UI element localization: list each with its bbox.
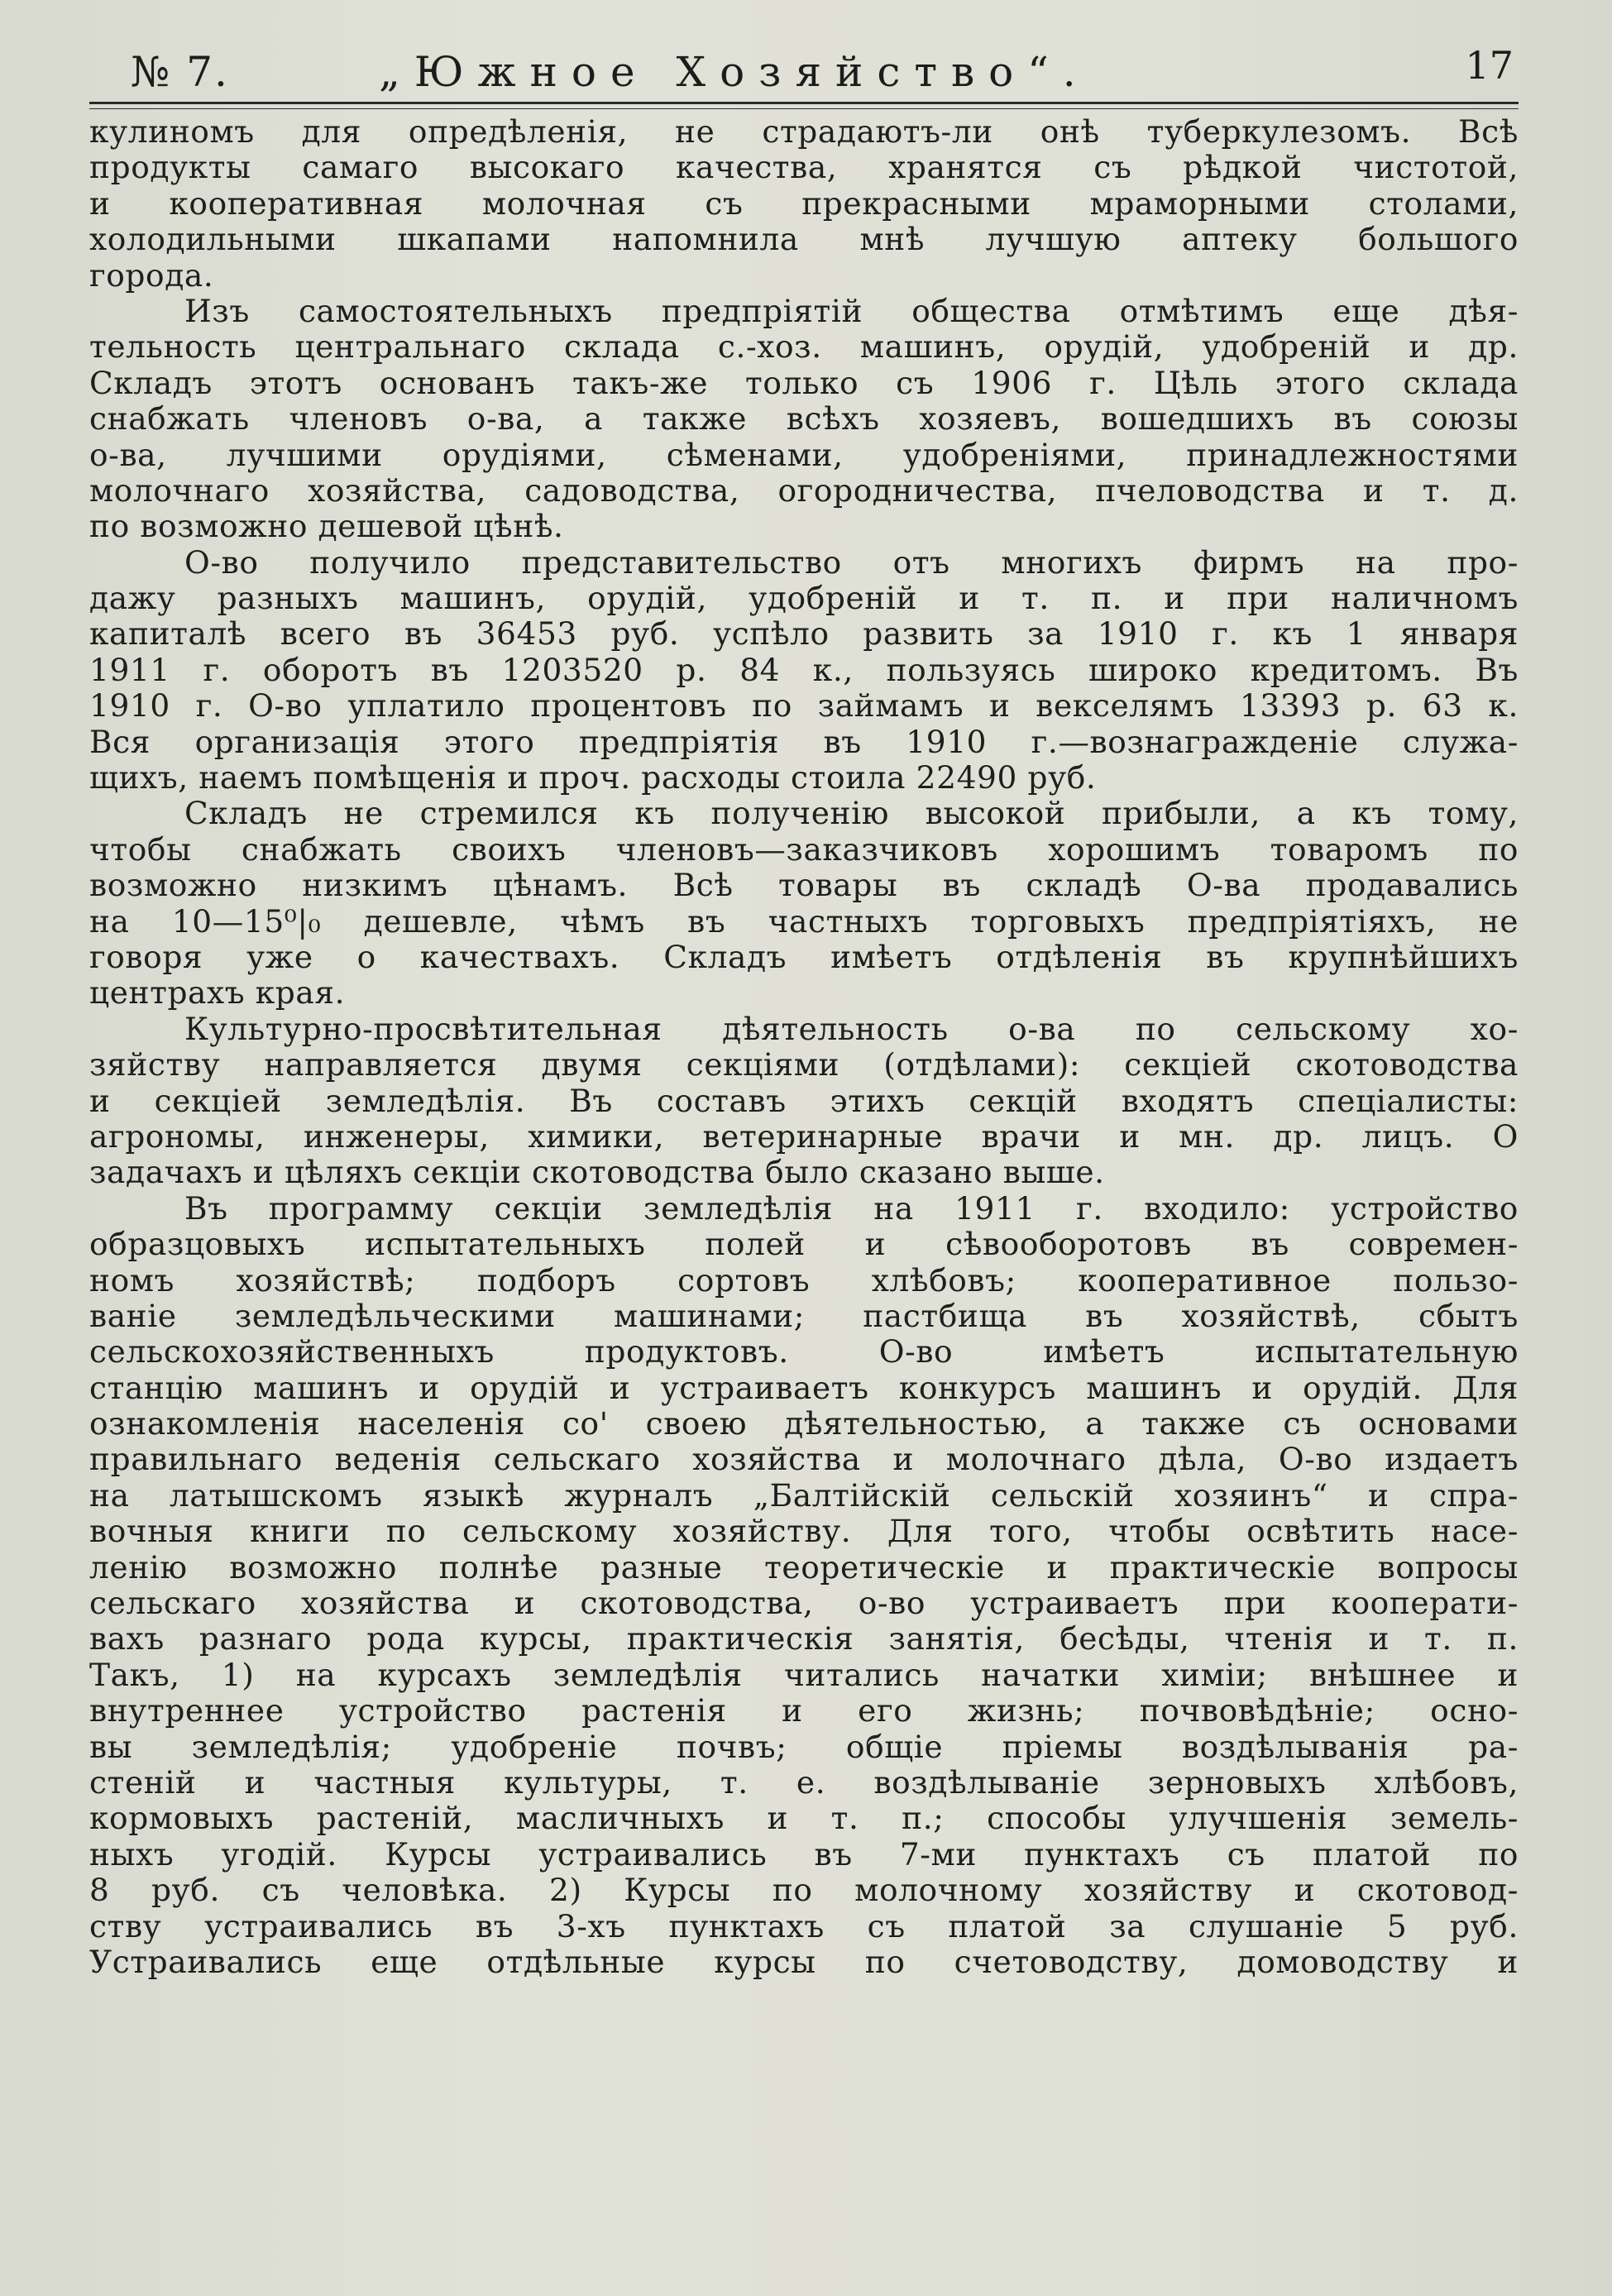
text-line: Складъ этотъ основанъ такъ-же только съ 1906 г. Цѣль этого склада (89, 364, 1519, 401)
text-line: зяйству направляется двумя секціями (отдѣлами): секціей скотоводства (89, 1046, 1519, 1083)
text-line: сельскохозяйственныхъ продуктовъ. О-во имѣетъ испытательную (89, 1333, 1519, 1370)
issue-number: № 7. (131, 48, 229, 96)
text-line: тельность центральнаго склада с.-хоз. машинъ, орудій, удобреній и др. (89, 328, 1519, 366)
page-number: 17 (1465, 43, 1514, 88)
text-line: холодильными шкапами напомнила мнѣ лучшую аптеку большого (89, 221, 1519, 258)
text-line: стеній и частныя культуры, т. е. воздѣлываніе зерновыхъ хлѣбовъ, (89, 1763, 1519, 1801)
text-line: города. (89, 256, 214, 294)
text-line: говоря уже о качествахъ. Складъ имѣетъ отдѣленія въ крупнѣйшихъ (89, 938, 1519, 975)
text-line: Культурно-просвѣтительная дѣятельность о-ва по сельскому хо- (184, 1010, 1519, 1047)
text-line: капиталѣ всего въ 36453 руб. успѣло развить за 1910 г. къ 1 января (89, 615, 1519, 653)
text-line: Устраивались еще отдѣльные курсы по счетоводству, домоводству и (89, 1943, 1519, 1980)
text-line: ленію возможно полнѣе разные теоретическіе и практическіе вопросы (89, 1548, 1519, 1586)
text-line: Изъ самостоятельныхъ предпріятій общества отмѣтимъ еще дѣя- (184, 292, 1519, 329)
text-line: ныхъ угодій. Курсы устраивались въ 7-ми пунктахъ съ платой по (89, 1835, 1519, 1873)
text-line: и секціей земледѣлія. Въ составъ этихъ секцій входятъ спеціалисты: (89, 1082, 1519, 1119)
text-line: задачахъ и цѣляхъ секціи скотоводства было сказано выше. (89, 1154, 1105, 1191)
text-line: станцію машинъ и орудій и устраиваетъ конкурсъ машинъ и орудій. Для (89, 1369, 1519, 1406)
text-line: ваніе земледѣльческими машинами; пастбища въ хозяйствѣ, сбытъ (89, 1297, 1519, 1334)
text-line: вочныя книги по сельскому хозяйству. Для того, чтобы освѣтить насе- (89, 1513, 1519, 1550)
text-line: чтобы снабжать своихъ членовъ—заказчиковъ хорошимъ товаромъ по (89, 830, 1519, 868)
text-line: и кооперативная молочная съ прекрасными мраморными столами, (89, 184, 1519, 222)
header-rule-thick (89, 102, 1519, 104)
text-line: на 10—15⁰|₀ дешевле, чѣмъ въ частныхъ торговыхъ предпріятіяхъ, не (89, 902, 1519, 940)
text-line: Въ программу секціи земледѣлія на 1911 г. входило: устройство (184, 1189, 1519, 1227)
text-line: центрахъ края. (89, 974, 346, 1012)
journal-title: „Южное Хозяйство“. (379, 48, 1090, 96)
text-line: ознакомленія населенія со' своею дѣятельностью, а также съ основами (89, 1405, 1519, 1442)
text-line: внутреннее устройство растенія и его жизнь; почвовѣдѣніе; осно- (89, 1692, 1519, 1729)
text-line: О-во получило представительство отъ многихъ фирмъ на про- (184, 543, 1519, 581)
text-line: 1910 г. О-во уплатило процентовъ по займамъ и векселямъ 13393 р. 63 к. (89, 687, 1519, 725)
header-rule-thin (89, 108, 1519, 109)
text-line: правильнаго веденія сельскаго хозяйства и молочнаго дѣла, О-во издаетъ (89, 1441, 1519, 1478)
text-line: снабжать членовъ о-ва, а также всѣхъ хозяевъ, вошедшихъ въ союзы (89, 400, 1519, 438)
text-line: кормовыхъ растеній, масличныхъ и т. п.; способы улучшенія земель- (89, 1800, 1519, 1837)
text-line: вы земледѣлія; удобреніе почвъ; общіе пріемы воздѣлыванія ра- (89, 1728, 1519, 1765)
text-line: 8 руб. съ человѣка. 2) Курсы по молочному хозяйству и скотовод- (89, 1872, 1519, 1909)
text-line: агрономы, инженеры, химики, ветеринарные врачи и мн. др. лицъ. О (89, 1117, 1519, 1155)
text-line: Такъ, 1) на курсахъ земледѣлія читались начатки химіи; внѣшнее и (89, 1656, 1519, 1693)
text-line: возможно низкимъ цѣнамъ. Всѣ товары въ складѣ О-ва продавались (89, 867, 1519, 904)
text-line: сельскаго хозяйства и скотоводства, о-во устраиваетъ при кооперати- (89, 1585, 1519, 1622)
body-text (89, 114, 1519, 1980)
text-line: вахъ разнаго рода курсы, практическія занятія, бесѣды, чтенія и т. п. (89, 1620, 1519, 1657)
text-line: по возможно дешевой цѣнѣ. (89, 508, 564, 545)
text-line: номъ хозяйствѣ; подборъ сортовъ хлѣбовъ; кооперативное пользо- (89, 1261, 1519, 1299)
text-line: кулиномъ для опредѣленія, не страдаютъ-ли онѣ туберкулезомъ. Всѣ (89, 113, 1519, 150)
text-line: Вся организація этого предпріятія въ 1910 г.—вознагражденіе служа- (89, 723, 1519, 760)
text-line: щихъ, наемъ помѣщенія и проч. расходы стоила 22490 руб. (89, 759, 1097, 796)
text-line: образцовыхъ испытательныхъ полей и сѣвооборотовъ въ современ- (89, 1226, 1519, 1263)
text-line: о-ва, лучшими орудіями, сѣменами, удобреніями, принадлежностями (89, 436, 1519, 473)
text-line: продукты самаго высокаго качества, хранятся съ рѣдкой чистотой, (89, 149, 1519, 186)
text-line: 1911 г. оборотъ въ 1203520 р. 84 к., пользуясь широко кредитомъ. Въ (89, 651, 1519, 688)
text-line: Складъ не стремился къ полученію высокой прибыли, а къ тому, (184, 795, 1519, 832)
text-line: на латышскомъ языкѣ журналъ „Балтійскій сельскій хозяинъ“ и спра- (89, 1476, 1519, 1514)
running-header (89, 43, 1528, 101)
text-line: ству устраивались въ 3-хъ пунктахъ съ платой за слушаніе 5 руб. (89, 1907, 1519, 1944)
text-line: молочнаго хозяйства, садоводства, огородничества, пчеловодства и т. д. (89, 471, 1519, 509)
text-line: дажу разныхъ машинъ, орудій, удобреній и т. п. и при наличномъ (89, 580, 1519, 617)
